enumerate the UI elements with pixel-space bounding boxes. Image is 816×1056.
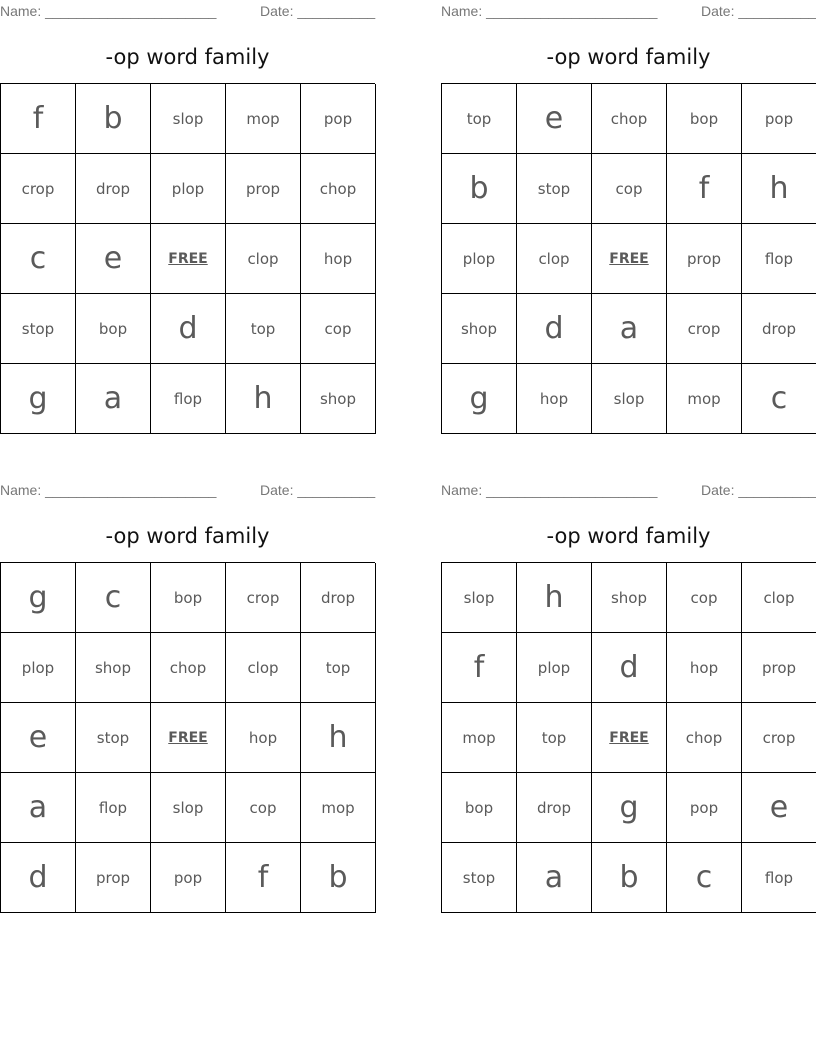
bingo-cell: e [76, 224, 151, 294]
bingo-cell: bop [442, 773, 517, 843]
bingo-cell: flop [76, 773, 151, 843]
bingo-cell: g [1, 364, 76, 434]
bingo-cell: chop [151, 633, 226, 703]
bingo-cell: d [1, 843, 76, 913]
bingo-cell: d [517, 294, 592, 364]
bingo-cell: c [76, 563, 151, 633]
bingo-cell: mop [667, 364, 742, 434]
bingo-cell: e [1, 703, 76, 773]
bingo-card-4 [441, 479, 816, 914]
bingo-cell: chop [667, 703, 742, 773]
bingo-cell: drop [742, 294, 816, 364]
date-line: Date: __________ [701, 482, 816, 498]
bingo-cell: chop [301, 154, 376, 224]
bingo-cell: hop [301, 224, 376, 294]
bingo-cell: prop [76, 843, 151, 913]
bingo-cell: hop [226, 703, 301, 773]
bingo-cell: f [667, 154, 742, 224]
card-title: -op word family [546, 45, 711, 69]
bingo-cell: g [1, 563, 76, 633]
bingo-cell: slop [442, 563, 517, 633]
name-line: Name: ______________________ [441, 482, 658, 498]
bingo-cell: cop [226, 773, 301, 843]
bingo-cell: plop [517, 633, 592, 703]
bingo-cell: stop [442, 843, 517, 913]
bingo-cell: crop [742, 703, 816, 773]
bingo-cell: h [742, 154, 816, 224]
bingo-cell: c [667, 843, 742, 913]
bingo-cell: a [76, 364, 151, 434]
bingo-cell: shop [592, 563, 667, 633]
bingo-cell: pop [667, 773, 742, 843]
bingo-cell: b [76, 84, 151, 154]
bingo-cell: stop [76, 703, 151, 773]
bingo-card-3 [0, 479, 375, 914]
date-line: Date: __________ [260, 3, 376, 19]
bingo-cell: drop [76, 154, 151, 224]
bingo-cell: mop [442, 703, 517, 773]
bingo-cell: c [1, 224, 76, 294]
bingo-cell: g [592, 773, 667, 843]
bingo-cell: crop [667, 294, 742, 364]
bingo-cell: clop [742, 563, 816, 633]
bingo-cell: slop [151, 773, 226, 843]
bingo-cell: clop [226, 224, 301, 294]
bingo-cell: crop [1, 154, 76, 224]
bingo-cell: h [226, 364, 301, 434]
bingo-cell: d [592, 633, 667, 703]
bingo-cell: f [442, 633, 517, 703]
bingo-card-2 [441, 0, 816, 435]
bingo-cell: pop [151, 843, 226, 913]
bingo-grid [0, 562, 375, 913]
bingo-grid [0, 83, 375, 434]
bingo-cell: clop [226, 633, 301, 703]
bingo-cell: stop [1, 294, 76, 364]
card-title: -op word family [546, 524, 711, 548]
bingo-cell: prop [667, 224, 742, 294]
bingo-cell: prop [742, 633, 816, 703]
bingo-cell: bop [151, 563, 226, 633]
bingo-cell: hop [517, 364, 592, 434]
bingo-cell: e [517, 84, 592, 154]
bingo-cell: pop [301, 84, 376, 154]
bingo-cell: f [1, 84, 76, 154]
bingo-cell: shop [301, 364, 376, 434]
bingo-cell: flop [151, 364, 226, 434]
bingo-cell: stop [517, 154, 592, 224]
free-space: FREE [151, 224, 226, 294]
bingo-cell: plop [151, 154, 226, 224]
name-line: Name: ______________________ [441, 3, 658, 19]
bingo-cell: h [517, 563, 592, 633]
bingo-cell: bop [667, 84, 742, 154]
bingo-cell: cop [301, 294, 376, 364]
bingo-cell: slop [151, 84, 226, 154]
bingo-cell: mop [226, 84, 301, 154]
bingo-cell: plop [1, 633, 76, 703]
bingo-cell: crop [226, 563, 301, 633]
bingo-cell: shop [76, 633, 151, 703]
free-space: FREE [592, 703, 667, 773]
bingo-cell: pop [742, 84, 816, 154]
bingo-cell: f [226, 843, 301, 913]
bingo-cell: b [442, 154, 517, 224]
bingo-cell: a [1, 773, 76, 843]
bingo-cell: top [517, 703, 592, 773]
bingo-cell: e [742, 773, 816, 843]
card-title: -op word family [105, 524, 270, 548]
bingo-cell: hop [667, 633, 742, 703]
bingo-cell: drop [301, 563, 376, 633]
bingo-cell: prop [226, 154, 301, 224]
bingo-cell: shop [442, 294, 517, 364]
bingo-cell: cop [667, 563, 742, 633]
bingo-cell: h [301, 703, 376, 773]
date-line: Date: __________ [701, 3, 816, 19]
bingo-cell: top [442, 84, 517, 154]
card-title: -op word family [105, 45, 270, 69]
free-space: FREE [592, 224, 667, 294]
bingo-cell: cop [592, 154, 667, 224]
name-line: Name: ______________________ [0, 482, 217, 498]
bingo-cell: chop [592, 84, 667, 154]
bingo-cell: b [301, 843, 376, 913]
bingo-cell: slop [592, 364, 667, 434]
bingo-cell: b [592, 843, 667, 913]
bingo-cell: g [442, 364, 517, 434]
bingo-cell: top [226, 294, 301, 364]
bingo-cell: d [151, 294, 226, 364]
bingo-cell: mop [301, 773, 376, 843]
bingo-grid [441, 562, 816, 913]
bingo-cell: top [301, 633, 376, 703]
bingo-card-1 [0, 0, 375, 435]
bingo-cell: c [742, 364, 816, 434]
name-line: Name: ______________________ [0, 3, 217, 19]
date-line: Date: __________ [260, 482, 376, 498]
bingo-cell: bop [76, 294, 151, 364]
bingo-cell: plop [442, 224, 517, 294]
bingo-cell: flop [742, 224, 816, 294]
bingo-cell: drop [517, 773, 592, 843]
free-space: FREE [151, 703, 226, 773]
bingo-cell: a [517, 843, 592, 913]
bingo-cell: clop [517, 224, 592, 294]
bingo-grid [441, 83, 816, 434]
bingo-cell: flop [742, 843, 816, 913]
bingo-cell: a [592, 294, 667, 364]
